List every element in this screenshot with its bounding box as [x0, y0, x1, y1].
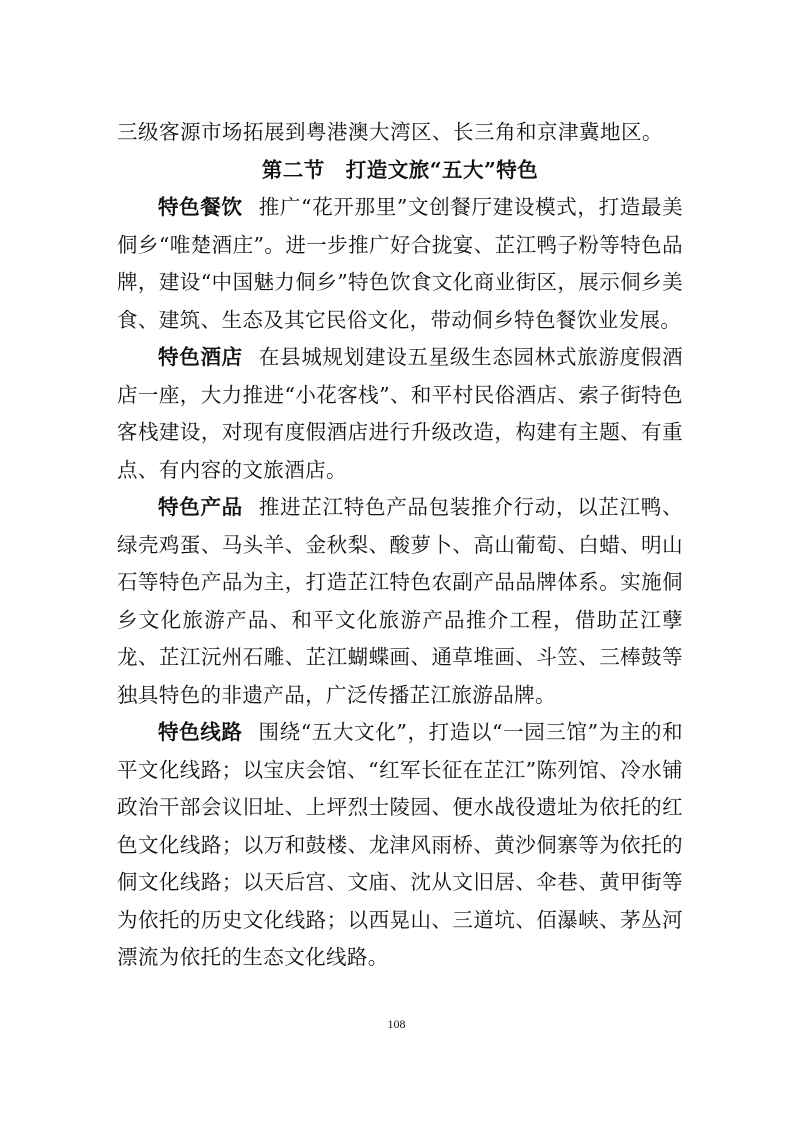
paragraph-text: 围绕“五大文化”，打造以“一园三馆”为主的和平文化线路；以宝庆会馆、“红军长征在芷江”陈列馆、冷水铺政治干部会议旧址、上坪烈士陵园、便水战役遗址为依托的红色文化线路；以万和鼓楼、龙津风雨桥、黄沙侗寨等为依托的侗文化线路；以天后宫、文庙、沈从文旧居、伞巷、黄甲街等为依托的历史文化线路；以西晃山、三道坑、佰瀑峡、茅丛河漂流为依托的生态文化线路。 [117, 720, 683, 969]
page-number: 108 [387, 1017, 406, 1031]
paragraph-lead: 特色产品 [158, 495, 243, 519]
paragraph-text: 推进芷江特色产品包装推介行动，以芷江鸭、绿壳鸡蛋、马头羊、金秋梨、酸萝卜、高山葡萄、白蜡、明山石等特色产品为主，打造芷江特色农副产品品牌体系。实施侗乡文化旅游产品、和平文化旅游产品推介工程，借助芷江孽龙、芷江沅州石雕、芷江蝴蝶画、通草堆画、斗笠、三棒鼓等独具特色的非遗产品，广泛传播芷江旅游品牌。 [117, 495, 683, 707]
paragraph-lead: 特色线路 [158, 720, 243, 744]
paragraph-special-dining [117, 189, 683, 339]
continuation-text: 三级客源市场拓展到粤港澳大湾区、长三角和京津冀地区。 [117, 120, 663, 144]
paragraph-special-hotels [117, 339, 683, 489]
paragraph-lead: 特色酒店 [158, 345, 243, 369]
page-body [117, 114, 683, 977]
paragraph-special-routes [117, 714, 683, 977]
paragraph-text: 在县城规划建设五星级生态园林式旅游度假酒店一座，大力推进“小花客栈”、和平村民俗酒店、索子街特色客栈建设，对现有度假酒店进行升级改造，构建有主题、有重点、有内容的文旅酒店。 [117, 345, 683, 482]
paragraph-text: 推广“花开那里”文创餐厅建设模式，打造最美侗乡“唯楚酒庄”。进一步推广好合拢宴、芷江鸭子粉等特色品牌，建设“中国魅力侗乡”特色饮食文化商业街区，展示侗乡美食、建筑、生态及其它民俗文化，带动侗乡特色餐饮业发展。 [117, 195, 684, 332]
paragraph-special-products [117, 489, 683, 714]
paragraph-lead: 特色餐饮 [158, 195, 243, 219]
section-heading: 第二节 打造文旅“五大”特色 [261, 157, 539, 182]
